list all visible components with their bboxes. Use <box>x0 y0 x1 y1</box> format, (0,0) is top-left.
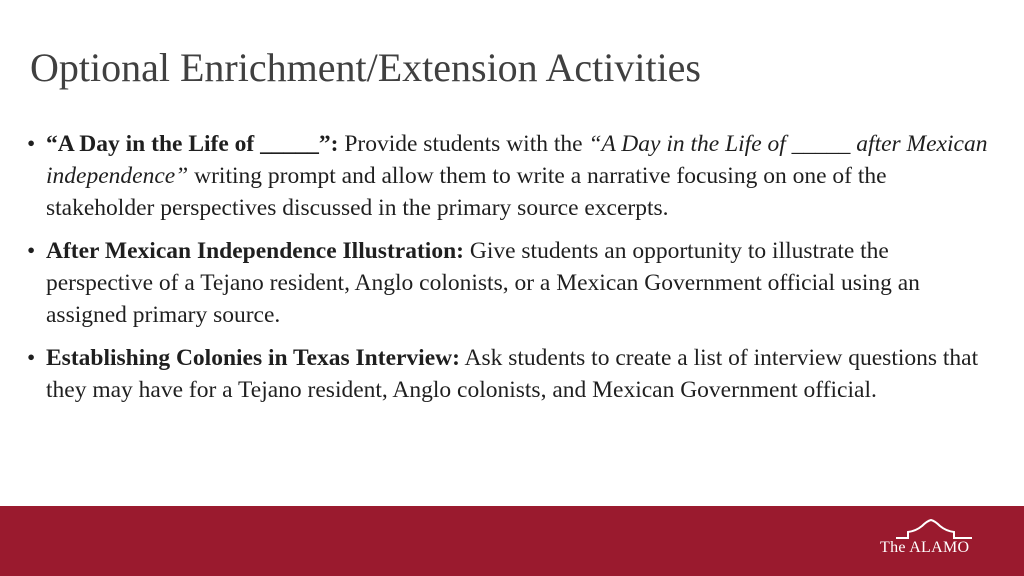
list-item <box>27 342 997 406</box>
bullet-heading: “A Day in the Life of _____”: <box>46 131 339 157</box>
bullet-text: Ask students to create a list of interview questions that they may have for a Tejano resident, Anglo colonists, and Mexican Government official. <box>46 345 979 403</box>
bullet-text: Give students an opportunity to illustrate the perspective of a Tejano resident, Anglo colonists, or a Mexican Government official using an assigned primary source. <box>46 238 920 328</box>
bullet-icon: • <box>27 345 36 371</box>
alamo-logo <box>876 519 988 565</box>
bullet-icon: • <box>27 131 36 157</box>
bullet-text: writing prompt and allow them to write a narrative focusing on one of the stakeholder perspectives discussed in the primary source excerpts. <box>46 163 887 221</box>
footer-bar <box>0 506 1024 576</box>
bullet-italic-text: “A Day in the Life of _____ after Mexican independence” <box>46 131 988 189</box>
bullet-text: Provide students with the <box>338 131 589 157</box>
bullet-heading: After Mexican Independence Illustration: <box>46 238 464 264</box>
activity-list <box>27 128 997 417</box>
bullet-icon: • <box>27 238 36 264</box>
list-item <box>27 128 997 224</box>
logo-text: The ALAMO <box>880 539 970 556</box>
slide-title: Optional Enrichment/Extension Activities <box>30 45 701 90</box>
alamo-facade-icon <box>894 519 974 539</box>
bullet-heading: Establishing Colonies in Texas Interview: <box>46 345 460 371</box>
list-item <box>27 235 997 331</box>
